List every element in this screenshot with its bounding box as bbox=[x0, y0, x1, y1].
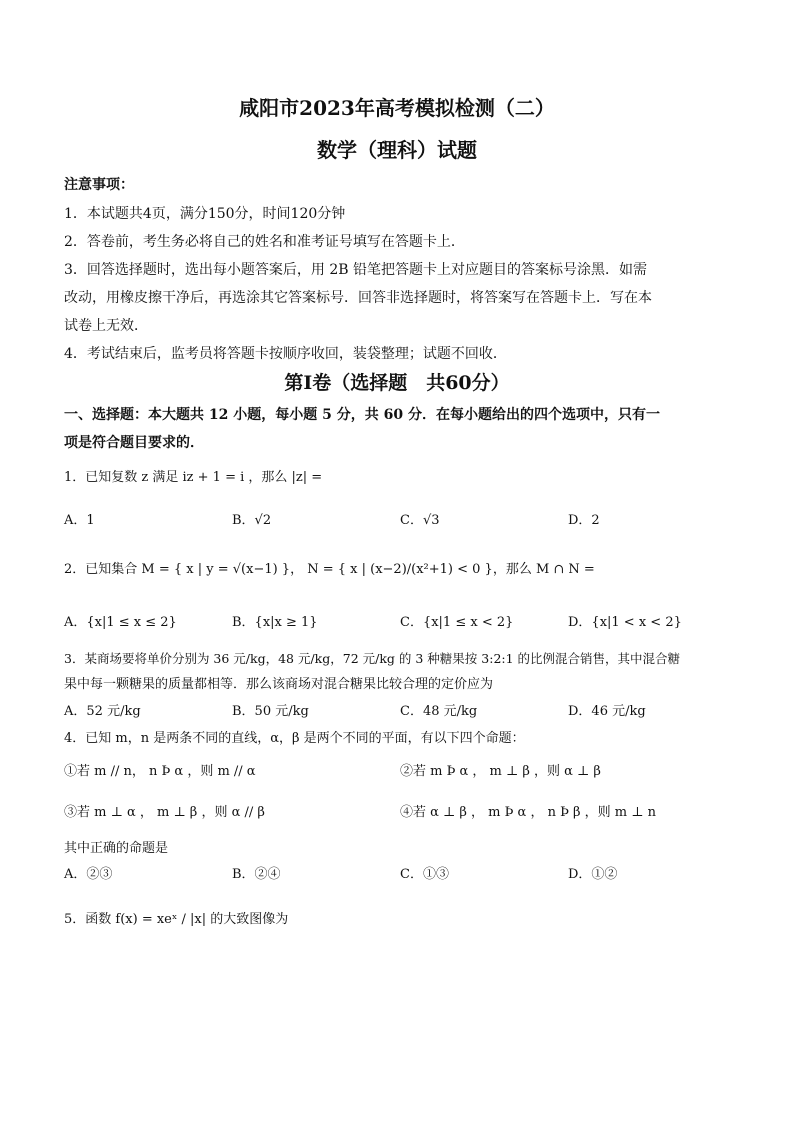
notice-item-3-end: 试卷上无效． bbox=[64, 318, 148, 334]
question-3-option-b: B．50 元/kg bbox=[232, 704, 309, 719]
exam-subtitle: 数学（理科）试题 bbox=[317, 138, 477, 162]
section-title: 第Ⅰ卷（选择题 共60分） bbox=[284, 372, 510, 394]
question-1-stem: 1．已知复数 z 满足 iz + 1 = i ，那么 |z| = bbox=[64, 470, 323, 485]
question-4-prop-4: ④若 α ⊥ β ， m Þ α ， n Þ β ，则 m ⊥ n bbox=[400, 805, 656, 820]
question-4-option-b: B．②④ bbox=[232, 867, 281, 882]
section-instruction-2: 项是符合题目要求的． bbox=[64, 435, 204, 451]
question-4-stem: 4．已知 m，n 是两条不同的直线，α，β 是两个不同的平面，有以下四个命题： bbox=[64, 731, 525, 746]
question-3-option-c: C．48 元/kg bbox=[400, 704, 478, 719]
question-4-option-d: D．①② bbox=[568, 867, 618, 882]
notice-item-4: 4．考试结束后，监考员将答题卡按顺序收回，装袋整理；试题不回收． bbox=[64, 346, 507, 362]
notice-item-3-cont: 改动，用橡皮擦干净后，再选涂其它答案标号．回答非选择题时，将答案写在答题卡上．写在本 bbox=[64, 290, 652, 306]
question-4-prop-3: ③若 m ⊥ α ， m ⊥ β ，则 α // β bbox=[64, 805, 265, 820]
section-instruction-1: 一、选择题：本大题共 12 小题，每小题 5 分，共 60 分．在每小题给出的四个选项中，只有一 bbox=[64, 407, 660, 423]
question-2-option-a: A．{x|1 ≤ x ≤ 2} bbox=[64, 615, 177, 630]
question-4-prop-1: ①若 m // n， n Þ α ，则 m // α bbox=[64, 764, 256, 779]
question-3-stem-2: 果中每一颗糖果的质量都相等．那么该商场对混合糖果比较合理的定价应为 bbox=[64, 677, 494, 692]
question-4-option-a: A．②③ bbox=[64, 867, 113, 882]
question-3-stem-1: 3．某商场要将单价分别为 36 元/kg，48 元/kg，72 元/kg 的 3 种糖果按 3:2:1 的比例混合销售，其中混合糖 bbox=[64, 651, 681, 666]
question-5-stem: 5．函数 f(x) = xeˣ / |x| 的大致图像为 bbox=[64, 912, 289, 927]
question-3-option-d: D．46 元/kg bbox=[568, 704, 646, 719]
notice-heading: 注意事项： bbox=[64, 177, 134, 193]
question-2-option-d: D．{x|1 < x < 2} bbox=[568, 615, 682, 630]
question-1-option-b: B．√2 bbox=[232, 513, 272, 528]
question-1-option-d: D．2 bbox=[568, 513, 600, 528]
question-2-option-b: B．{x|x ≥ 1} bbox=[232, 615, 318, 630]
question-2-stem: 2．已知集合 M = { x | y = √(x−1) }， N = { x | (x−2)/(x²+1) < 0 }，那么 M ∩ N = bbox=[64, 562, 595, 577]
question-4-prop-2: ②若 m Þ α ， m ⊥ β ，则 α ⊥ β bbox=[400, 764, 601, 779]
notice-item-2: 2．答卷前，考生务必将自己的姓名和准考证号填写在答题卡上． bbox=[64, 234, 465, 250]
question-4-followup: 其中正确的命题是 bbox=[64, 841, 169, 856]
question-1-option-a: A．1 bbox=[64, 513, 95, 528]
question-4-option-c: C．①③ bbox=[400, 867, 449, 882]
question-1-option-c: C．√3 bbox=[400, 513, 440, 528]
question-2-option-c: C．{x|1 ≤ x < 2} bbox=[400, 615, 514, 630]
question-3-option-a: A．52 元/kg bbox=[64, 704, 141, 719]
exam-title: 咸阳市2023年高考模拟检测（二） bbox=[239, 96, 555, 120]
notice-item-1: 1．本试题共4页，满分150分，时间120分钟 bbox=[64, 206, 346, 222]
notice-item-3: 3．回答选择题时，选出每小题答案后，用 2B 铅笔把答题卡上对应题目的答案标号涂黑．如需 bbox=[64, 262, 648, 278]
